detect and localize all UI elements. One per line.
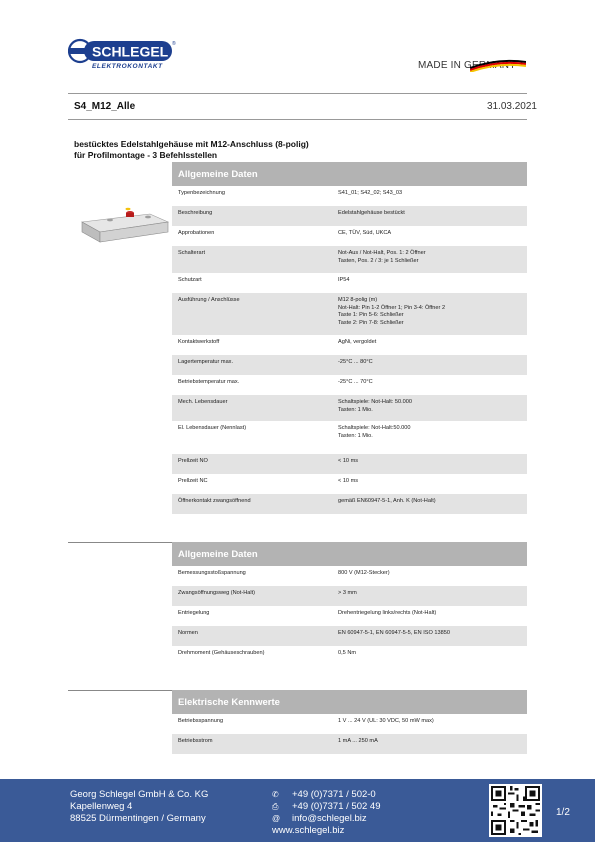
table-row	[172, 375, 527, 395]
email-link[interactable]: info@schlegel.biz	[292, 813, 367, 824]
german-flag-swoosh	[470, 56, 526, 72]
brand-name: SCHLEGEL	[92, 43, 169, 60]
row-value: IP54	[338, 277, 350, 283]
row-value: < 10 ms	[338, 458, 359, 464]
row-key: Normen	[178, 630, 198, 636]
row-value: 1 mA ... 250 mA	[338, 738, 378, 744]
at-icon: @	[272, 814, 281, 823]
row-value: Not-Halt: Pin 1-2 Öffner 1; Pin 3-4: Öffner 2	[338, 304, 446, 311]
table-row	[172, 734, 527, 754]
contact-block	[272, 789, 380, 837]
row-value: S41_01; S42_02; S43_03	[338, 190, 403, 196]
row-key: Mech. Lebensdauer	[178, 399, 228, 405]
table-row	[172, 421, 527, 454]
row-key: Öffnerkontakt zwangsöffnend	[178, 498, 251, 504]
row-value: 800 V (M12-Stecker)	[338, 570, 390, 576]
table-row	[172, 246, 527, 273]
row-key: Schutzart	[178, 277, 202, 283]
row-value: Schaltspiele: Not-Halt: 50.000	[338, 399, 413, 405]
row-key: Prellzeit NO	[178, 458, 208, 464]
row-value: Drehentriegelung links/rechts (Not-Halt)	[338, 610, 437, 616]
table-row	[172, 646, 527, 666]
row-key: Beschreibung	[178, 210, 213, 216]
table-row	[172, 586, 527, 606]
row-value: < 10 ms	[338, 478, 359, 484]
table-row	[172, 714, 527, 734]
section-general-data-2	[172, 542, 527, 666]
phone-icon: ✆	[272, 790, 279, 799]
section-heading: Allgemeine Daten	[172, 162, 527, 186]
table-row	[172, 293, 527, 335]
section-heading: Elektrische Kennwerte	[172, 690, 527, 714]
row-key: Betriebsstrom	[178, 738, 213, 744]
row-value: Tasten, Pos. 2 / 3: je 1 Schließer	[338, 257, 419, 264]
row-key: Schalterart	[178, 250, 206, 256]
row-value: Schaltspiele: Not-Halt:50.000	[338, 425, 411, 431]
phone-number[interactable]: +49 (0)7371 / 502-0	[292, 789, 376, 800]
row-key: El. Lebensdauer (Nennlast)	[178, 425, 247, 431]
section-general-data-1	[172, 162, 527, 514]
document-date: 31.03.2021	[486, 101, 537, 112]
row-value: Edelstahlgehäuse bestückt	[338, 210, 405, 216]
product-image	[80, 200, 170, 246]
row-value: Tasten: 1 Mio.	[338, 406, 373, 413]
row-value: -25°C ... 70°C	[338, 379, 373, 385]
section-heading: Allgemeine Daten	[172, 542, 527, 566]
table-row	[172, 335, 527, 355]
table-row	[172, 355, 527, 375]
table-row	[172, 186, 527, 206]
row-value: 0,5 Nm	[338, 650, 357, 656]
row-value: gemäß EN60947-5-1, Anh. K (Not-Halt)	[338, 498, 436, 504]
registered-mark: ®	[172, 41, 176, 47]
section-electrical	[172, 690, 527, 774]
brand-subtitle: ELEKTROKONTAKT	[92, 63, 163, 70]
row-value: EN 60947-5-1, EN 60947-5-5, EN ISO 13850	[338, 630, 450, 636]
product-title-line1: bestücktes Edelstahlgehäuse mit M12-Anschluss (8-polig)	[74, 139, 309, 149]
product-title-line2: für Profilmontage - 3 Befehlsstellen	[74, 150, 218, 160]
row-value: 1 V ... 24 V (UL: 30 VDC, 50 mW max)	[338, 718, 434, 724]
row-value: CE, TÜV, Süd, UKCA	[338, 230, 392, 236]
row-value: Taste 2: Pin 7-8: Schließer	[338, 319, 404, 326]
row-key: Betriebsspannung	[178, 718, 224, 724]
table-row	[172, 606, 527, 626]
street: Kapellenweg 4	[70, 801, 133, 812]
table-row	[172, 474, 527, 494]
row-key: Typenbezeichnung	[178, 190, 225, 196]
row-key: Lagertemperatur max.	[178, 359, 234, 365]
row-value: > 3 mm	[338, 590, 357, 596]
city: 88525 Dürmentingen / Germany	[70, 813, 206, 824]
footer	[0, 779, 595, 842]
header-rule-bottom	[68, 119, 527, 120]
fax-icon: ⎙	[272, 802, 279, 811]
row-value: Taste 1: Pin 5-6: Schließer	[338, 312, 404, 318]
qr-code	[489, 784, 542, 837]
page-number: 1/2	[556, 807, 570, 818]
row-key: Drehmoment (Gehäuseschrauben)	[178, 650, 265, 656]
company-address	[70, 789, 208, 825]
product-title	[74, 139, 309, 161]
row-key: Zwangsöffnungsweg (Not-Halt)	[178, 590, 256, 596]
table-row-empty	[172, 754, 527, 774]
row-value: AgNi, vergoldet	[338, 339, 377, 345]
row-key: Kontaktwerkstoff	[178, 339, 220, 345]
fax-number: +49 (0)7371 / 502 49	[292, 801, 381, 812]
row-key: Approbationen	[178, 230, 215, 236]
table-row	[172, 494, 527, 514]
made-in-label: MADE IN GERMANY	[418, 60, 517, 71]
row-value: Not-Aus / Not-Halt, Pos. 1: 2 Öffner	[338, 250, 426, 256]
header-rule-top	[68, 93, 527, 94]
table-row	[172, 273, 527, 293]
row-key: Prellzeit NC	[178, 478, 208, 484]
row-value: M12 8-polig (m)	[338, 297, 378, 303]
table-row	[172, 226, 527, 246]
row-key: Entriegelung	[178, 610, 210, 616]
row-value: -25°C ... 80°C	[338, 359, 373, 365]
company-name: Georg Schlegel GmbH & Co. KG	[70, 789, 209, 800]
row-value: Tasten: 1 Mio.	[338, 432, 373, 439]
website-link[interactable]: www.schlegel.biz	[272, 825, 345, 836]
table-row	[172, 206, 527, 226]
table-row	[172, 395, 527, 421]
table-row	[172, 454, 527, 474]
row-key: Ausführung / Anschlüsse	[178, 297, 240, 303]
section-divider	[68, 542, 172, 543]
document-id: S4_M12_Alle	[74, 101, 136, 112]
row-key: Bemessungsstoßspannung	[178, 570, 246, 576]
section-divider	[68, 690, 172, 691]
table-row	[172, 626, 527, 646]
table-row	[172, 566, 527, 586]
row-key: Betriebstemperatur max.	[178, 379, 240, 385]
